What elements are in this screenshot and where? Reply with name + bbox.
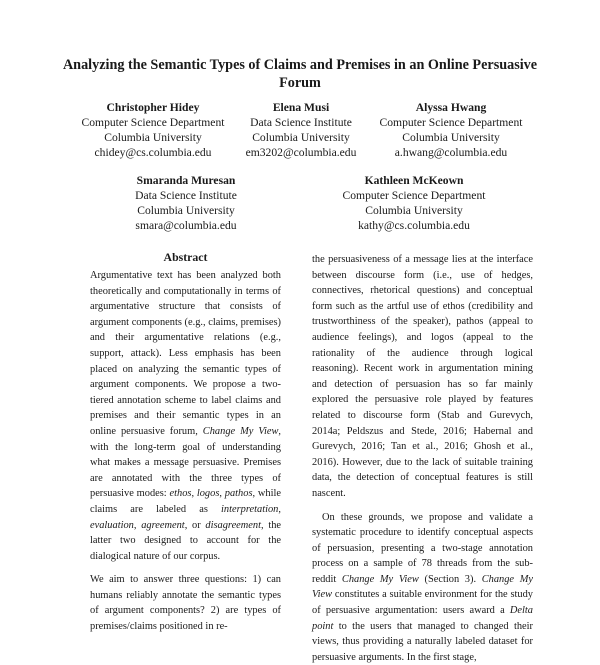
author-affiliation: Data Science Institute [246, 115, 357, 130]
author-email: a.hwang@columbia.edu [380, 145, 523, 160]
author-affiliation: Data Science Institute [135, 188, 237, 203]
author-block-3 [380, 100, 523, 160]
author-university: Columbia University [343, 203, 486, 218]
intro-paragraph-2: On these grounds, we propose and validate a systematic procedure to identify conceptual aspects of persuasion, presenting a two-stage annotation process on a sample of 78 threads from the sub-reddit Change My View (Section 3). Change My View constitutes a suitable environment for the study of persuasive argumentation: users award a Delta point to the users that managed to changed their views, thus providing a naturally labeled dataset for persuasive arguments. In the first stage, [312, 510, 533, 665]
author-university: Columbia University [82, 130, 225, 145]
author-block-5 [343, 173, 486, 233]
author-university: Columbia University [135, 203, 237, 218]
author-affiliation: Computer Science Department [380, 115, 523, 130]
paper-title: Analyzing the Semantic Types of Claims and Premises in an Online Persuasive Forum [60, 56, 540, 92]
author-block-4 [135, 173, 237, 233]
abstract-paragraph-2: We aim to answer three questions: 1) can humans reliably annotate the semantic types of argument components? 2) are types of premises/claims positioned in re- [90, 572, 281, 634]
author-affiliation: Computer Science Department [82, 115, 225, 130]
author-name: Smaranda Muresan [135, 173, 237, 188]
abstract-paragraph-1: Argumentative text has been analyzed both theoretically and computationally in terms of argumentative structure that consists of argument components (e.g., claims, premises) and their argumentative relations (e.g., support, attack). Less emphasis has been placed on analyzing the semantic types of argument components. We propose a two-tiered annotation scheme to label claims and premises and their semantic types in an online persuasive forum, Change My View, with the long-term goal of understanding what makes a message persuasive. Premises are annotated with the three types of persuasive modes: ethos, logos, pathos, while claims are labeled as interpretation, evaluation, agreement, or disagreement, the latter two designed to account for the dialogical nature of our corpus. [90, 268, 281, 564]
author-name: Alyssa Hwang [380, 100, 523, 115]
author-name: Elena Musi [246, 100, 357, 115]
author-email: chidey@cs.columbia.edu [82, 145, 225, 160]
author-affiliation: Computer Science Department [343, 188, 486, 203]
author-block-1 [82, 100, 225, 160]
author-university: Columbia University [380, 130, 523, 145]
author-name: Christopher Hidey [82, 100, 225, 115]
abstract-heading: Abstract [90, 250, 281, 265]
author-university: Columbia University [246, 130, 357, 145]
author-email: kathy@cs.columbia.edu [343, 218, 486, 233]
author-name: Kathleen McKeown [343, 173, 486, 188]
author-block-2 [246, 100, 357, 160]
author-email: em3202@columbia.edu [246, 145, 357, 160]
intro-column [312, 252, 533, 665]
author-email: smara@columbia.edu [135, 218, 237, 233]
abstract-column [90, 268, 281, 635]
intro-paragraph-1: the persuasiveness of a message lies at the interface between discourse form (i.e., use of hedges, connectives, rhetorical questions) and conceptual form such as the artful use of ethos (credibility and trustworthiness of the speaker), pathos (appeal to audience feelings), and logos (appeal to the rationality of the audience through logical reasoning). Recent work in argumentation mining and detection of persuasion has so far mainly explored the persuasive role played by features related to discourse form (Stab and Gurevych, 2014a; Peldszus and Stede, 2016; Habernal and Gurevych, 2016; Tan et al., 2016; Ghosh et al., 2016). However, due to the lack of suitable training data, the detection of conceptual features is still nascent. [312, 252, 533, 502]
